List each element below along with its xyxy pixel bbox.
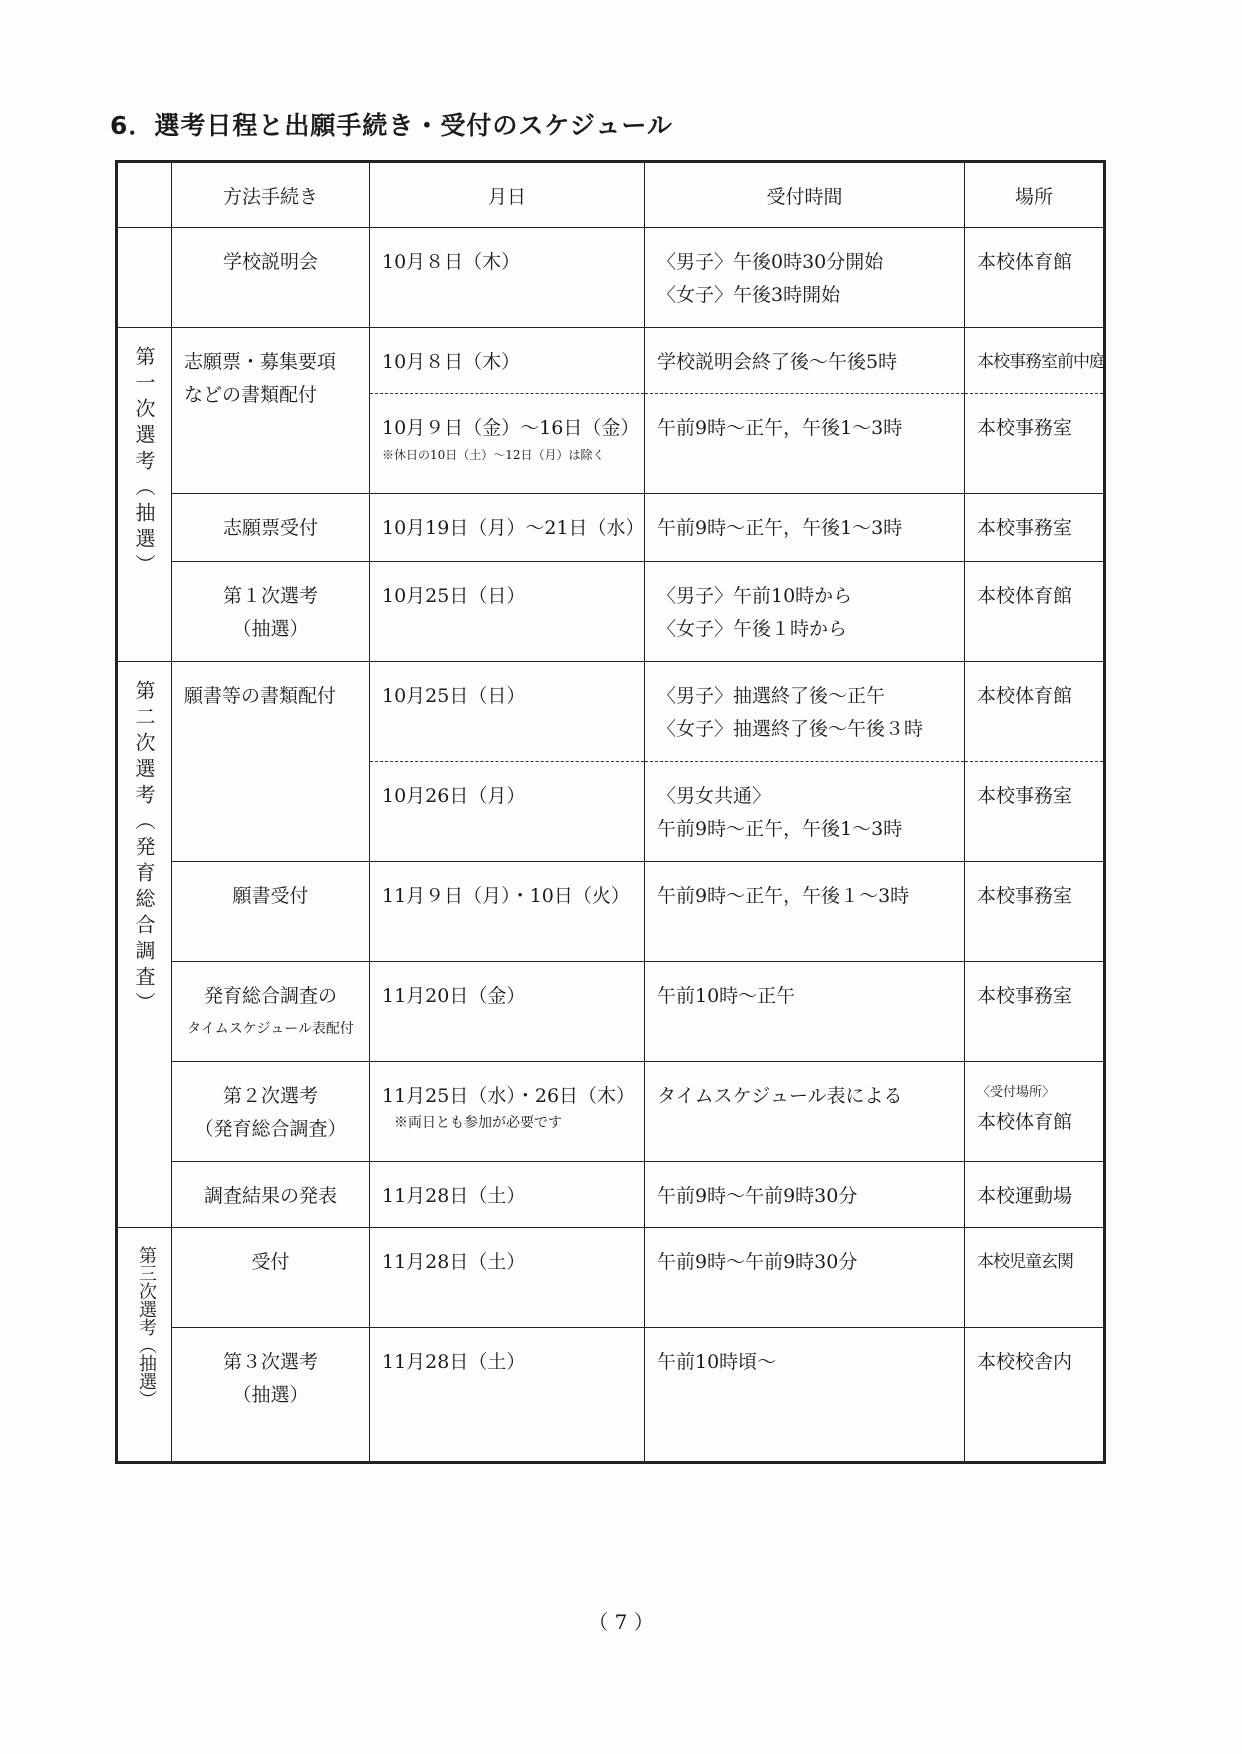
place-cell	[965, 1162, 1105, 1228]
header-method: 方法手続き	[172, 162, 370, 228]
method-text: 第３次選考	[222, 1351, 318, 1373]
table-row	[117, 228, 1105, 328]
time-text: 午前9時～午前9時30分	[657, 1251, 858, 1273]
place-cell	[965, 494, 1105, 562]
table-row	[117, 662, 1105, 762]
time-text: 午前10時～正午	[657, 985, 796, 1007]
method-cell	[172, 1328, 370, 1463]
time-cell	[645, 862, 965, 962]
time-text: 〈男子〉午前10時から	[657, 585, 853, 607]
method-text: 志願票受付	[222, 517, 318, 539]
table-row	[117, 328, 1105, 394]
date-cell	[370, 228, 645, 328]
table-row	[117, 1328, 1105, 1463]
date-text: 11月20日（金）	[382, 985, 526, 1007]
header-place: 場所	[965, 162, 1105, 228]
place-text: 本校事務室	[977, 785, 1073, 807]
place-text: 本校事務室	[977, 517, 1073, 539]
place-cell	[965, 862, 1105, 962]
time-text: 〈女子〉午後3時開始	[657, 284, 841, 306]
page-title: 6．選考日程と出願手続き・受付のスケジュール	[110, 111, 673, 140]
time-cell	[645, 1062, 965, 1162]
date-cell	[370, 962, 645, 1062]
date-cell	[370, 494, 645, 562]
method-cell	[172, 662, 370, 862]
method-cell	[172, 228, 370, 328]
date-text: 11月28日（土）	[382, 1185, 526, 1207]
place-cell	[965, 228, 1105, 328]
place-text: 本校事務室	[977, 417, 1073, 439]
method-text: 学校説明会	[222, 251, 318, 273]
method-text: 第２次選考	[222, 1085, 318, 1107]
date-text: 11月25日（水）・26日（木）	[382, 1085, 636, 1107]
place-cell	[965, 1062, 1105, 1162]
time-text: 〈男女共通〉	[657, 785, 772, 807]
table-header-row	[117, 162, 1105, 228]
date-cell	[370, 1162, 645, 1228]
time-text: 午前9時～正午，午後1～3時	[657, 517, 903, 539]
method-cell	[172, 562, 370, 662]
time-text: 午前10時頃～	[657, 1351, 777, 1373]
schedule-table	[115, 160, 1106, 1464]
method-text: （抽選）	[232, 618, 309, 640]
place-text: 本校児童玄関	[977, 1252, 1073, 1272]
method-text: 願書等の書類配付	[184, 685, 337, 707]
time-cell	[645, 662, 965, 762]
date-text: 10月19日（月）～21日（水）	[382, 517, 645, 539]
table-row	[117, 562, 1105, 662]
method-text: 志願票・募集要項	[184, 351, 337, 373]
time-cell	[645, 494, 965, 562]
place-cell	[965, 394, 1105, 494]
method-text: 受付	[251, 1251, 290, 1273]
place-cell	[965, 562, 1105, 662]
header-phase	[117, 162, 172, 228]
date-text: 10月25日（日）	[382, 585, 526, 607]
phase-second-label: 第二次選考（発育総合調査）	[117, 662, 172, 1228]
method-cell	[172, 328, 370, 494]
table-row	[117, 1228, 1105, 1328]
header-time: 受付時間	[645, 162, 965, 228]
method-cell	[172, 494, 370, 562]
date-text: 11月９日（月）・10日（火）	[382, 885, 630, 907]
date-cell	[370, 328, 645, 394]
header-date: 月日	[370, 162, 645, 228]
table-row	[117, 1162, 1105, 1228]
time-cell	[645, 562, 965, 662]
place-cell	[965, 962, 1105, 1062]
place-label: 〈受付場所〉	[977, 1085, 1056, 1100]
place-text: 本校体育館	[977, 1111, 1073, 1133]
date-cell	[370, 562, 645, 662]
page-number: （ 7 ）	[588, 1610, 654, 1634]
time-cell	[645, 1228, 965, 1328]
table-row	[117, 962, 1105, 1062]
date-cell	[370, 762, 645, 862]
time-text: 午前9時～正午，午後1～3時	[657, 818, 903, 840]
time-text: 〈女子〉午後１時から	[657, 618, 848, 640]
time-text: タイムスケジュール表による	[657, 1085, 903, 1107]
date-cell	[370, 1328, 645, 1463]
place-text: 本校校舎内	[977, 1351, 1073, 1373]
date-text: 11月28日（土）	[382, 1351, 526, 1373]
time-text: 午前9時～正午，午後1～3時	[657, 417, 903, 439]
time-cell	[645, 394, 965, 494]
place-cell	[965, 1328, 1105, 1463]
date-note: ※休日の10日（土）～12日（月）は除く	[382, 448, 605, 462]
time-cell	[645, 1328, 965, 1463]
time-cell	[645, 328, 965, 394]
date-cell	[370, 1062, 645, 1162]
method-text: 第１次選考	[222, 585, 318, 607]
method-cell	[172, 1228, 370, 1328]
method-text: （抽選）	[232, 1384, 309, 1406]
place-cell	[965, 662, 1105, 762]
time-cell	[645, 962, 965, 1062]
method-cell	[172, 962, 370, 1062]
place-text: 本校事務室	[977, 885, 1073, 907]
time-text: 〈男子〉抽選終了後～正午	[657, 685, 886, 707]
method-text: （発育総合調査）	[194, 1118, 347, 1140]
method-text: タイムスケジュール表配付	[187, 1021, 354, 1037]
phase-first-label: 第一次選考（抽選）	[117, 328, 172, 662]
date-cell	[370, 662, 645, 762]
time-cell	[645, 762, 965, 862]
date-cell	[370, 862, 645, 962]
date-text: 11月28日（土）	[382, 1251, 526, 1273]
date-cell	[370, 394, 645, 494]
time-text: 午前9時～正午，午後１～3時	[657, 885, 910, 907]
method-text: 願書受付	[232, 885, 309, 907]
date-cell	[370, 1228, 645, 1328]
place-text: 本校体育館	[977, 685, 1073, 707]
date-text: 10月25日（日）	[382, 685, 526, 707]
method-cell	[172, 1062, 370, 1162]
table-row	[117, 862, 1105, 962]
time-text: 〈男子〉午後0時30分開始	[657, 251, 884, 273]
method-cell	[172, 1162, 370, 1228]
time-cell	[645, 228, 965, 328]
date-text: 10月26日（月）	[382, 785, 526, 807]
method-text: などの書類配付	[184, 384, 318, 406]
method-cell	[172, 862, 370, 962]
time-text: 学校説明会終了後～午後5時	[657, 351, 898, 373]
place-text: 本校運動場	[977, 1185, 1073, 1207]
place-text: 本校体育館	[977, 585, 1073, 607]
place-text: 本校体育館	[977, 251, 1073, 273]
place-text: 本校事務室	[977, 985, 1073, 1007]
date-note: ※両日とも参加が必要です	[394, 1115, 562, 1131]
phase-third-label: 第三次選考（抽選）	[117, 1228, 172, 1463]
phase-cell-empty	[117, 228, 172, 328]
method-text: 調査結果の発表	[203, 1185, 337, 1207]
time-cell	[645, 1162, 965, 1228]
place-cell	[965, 328, 1105, 394]
place-cell	[965, 762, 1105, 862]
method-text: 発育総合調査の	[203, 985, 337, 1007]
time-text: 〈女子〉抽選終了後～午後３時	[657, 718, 924, 740]
table-row	[117, 1062, 1105, 1162]
date-text: 10月８日（木）	[382, 351, 521, 373]
date-text: 10月９日（金）～16日（金）	[382, 417, 640, 439]
place-cell	[965, 1228, 1105, 1328]
date-text: 10月８日（木）	[382, 251, 521, 273]
time-text: 午前9時～午前9時30分	[657, 1185, 858, 1207]
place-text: 本校事務室前中庭	[977, 352, 1105, 372]
table-row	[117, 494, 1105, 562]
